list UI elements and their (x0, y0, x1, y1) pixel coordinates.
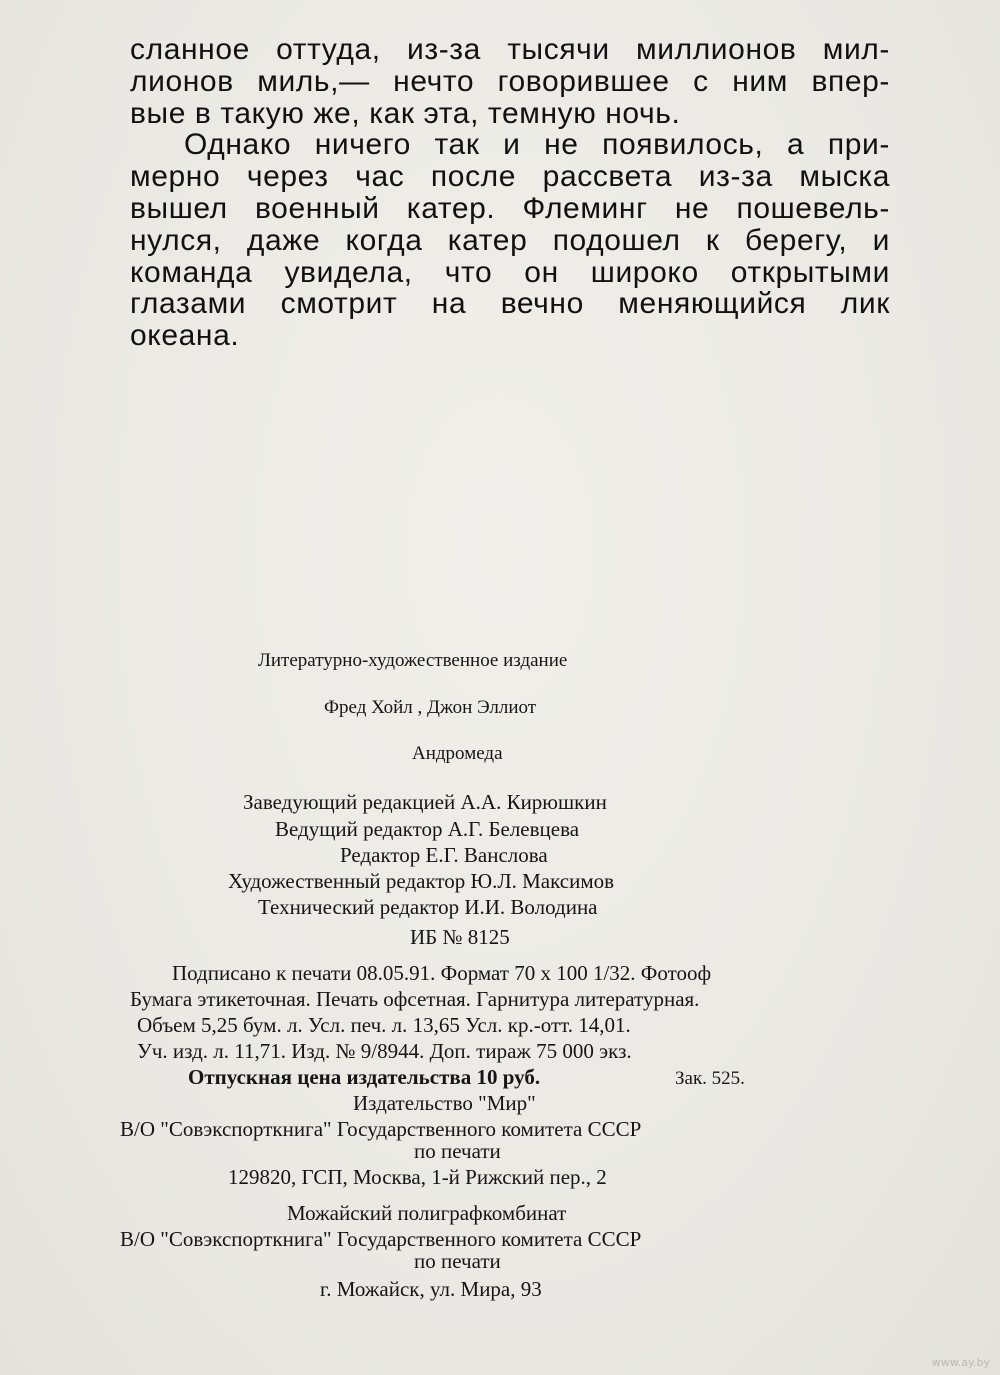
story-line: нулся, даже когда катер подошел к берегу, и (130, 223, 890, 257)
spec-line: Объем 5,25 бум. л. Усл. печ. л. 13,65 Усл. кр.-отт. 14,01. (137, 1013, 631, 1037)
printer-line: по печати (414, 1249, 501, 1273)
story-line: мерно через час после рассвета из-за мыска (130, 160, 890, 194)
staff-line: Заведующий редакцией А.А. Кирюшкин (243, 790, 607, 814)
story-line: вышел военный катер. Флеминг не пошевель- (130, 191, 890, 225)
story-line: сланное оттуда, из-за тысячи миллионов мил- (130, 33, 890, 66)
ib-number: ИБ № 8125 (410, 925, 510, 949)
genre-label: Литературно-художественное издание (258, 650, 568, 671)
spec-line: Уч. изд. л. 11,71. Изд. № 9/8944. Доп. тираж 75 000 экз. (137, 1039, 632, 1063)
price-line: Отпускная цена издательства 10 руб. (188, 1065, 541, 1089)
book-title: Андромеда (412, 743, 503, 764)
story-line: океана. (130, 319, 240, 353)
staff-line: Редактор Е.Г. Ванслова (340, 843, 548, 867)
staff-line: Ведущий редактор А.Г. Белевцева (275, 817, 580, 841)
story-line: вые в такую же, как эта, темную ночь. (130, 96, 681, 130)
story-line: лионов миль,— нечто говорившее с ним впер- (130, 64, 890, 98)
printer-line: В/О "Совэкспорткнига" Государственного комитета СССР (120, 1227, 642, 1251)
story-line: глазами смотрит на вечно меняющийся лик (130, 287, 890, 321)
story-line: Однако ничего так и не появилось, а при- (184, 128, 890, 162)
spec-line: Подписано к печати 08.05.91. Формат 70 x 100 1/32. Фотооф (172, 961, 712, 985)
publisher-line: 129820, ГСП, Москва, 1-й Рижский пер., 2 (228, 1165, 607, 1189)
spec-line: Бумага этикеточная. Печать офсетная. Гарнитура литературная. (130, 987, 700, 1011)
staff-line: Художественный редактор Ю.Л. Максимов (228, 869, 615, 893)
printer-line: Можайский полиграфкомбинат (287, 1201, 567, 1225)
publisher-line: по печати (414, 1139, 501, 1163)
story-text (130, 34, 890, 352)
publisher-line: В/О "Совэкспорткнига" Государственного комитета СССР (120, 1117, 642, 1141)
order-number: Зак. 525. (675, 1068, 745, 1089)
story-line: команда увидела, что он широко открытыми (130, 255, 890, 289)
printer-line: г. Можайск, ул. Мира, 93 (320, 1277, 542, 1301)
staff-line: Технический редактор И.И. Володина (258, 895, 598, 919)
authors: Фред Хойл , Джон Эллиот (324, 697, 537, 718)
publisher-line: Издательство "Мир" (353, 1091, 536, 1115)
watermark: www.ay.by (931, 1356, 990, 1369)
